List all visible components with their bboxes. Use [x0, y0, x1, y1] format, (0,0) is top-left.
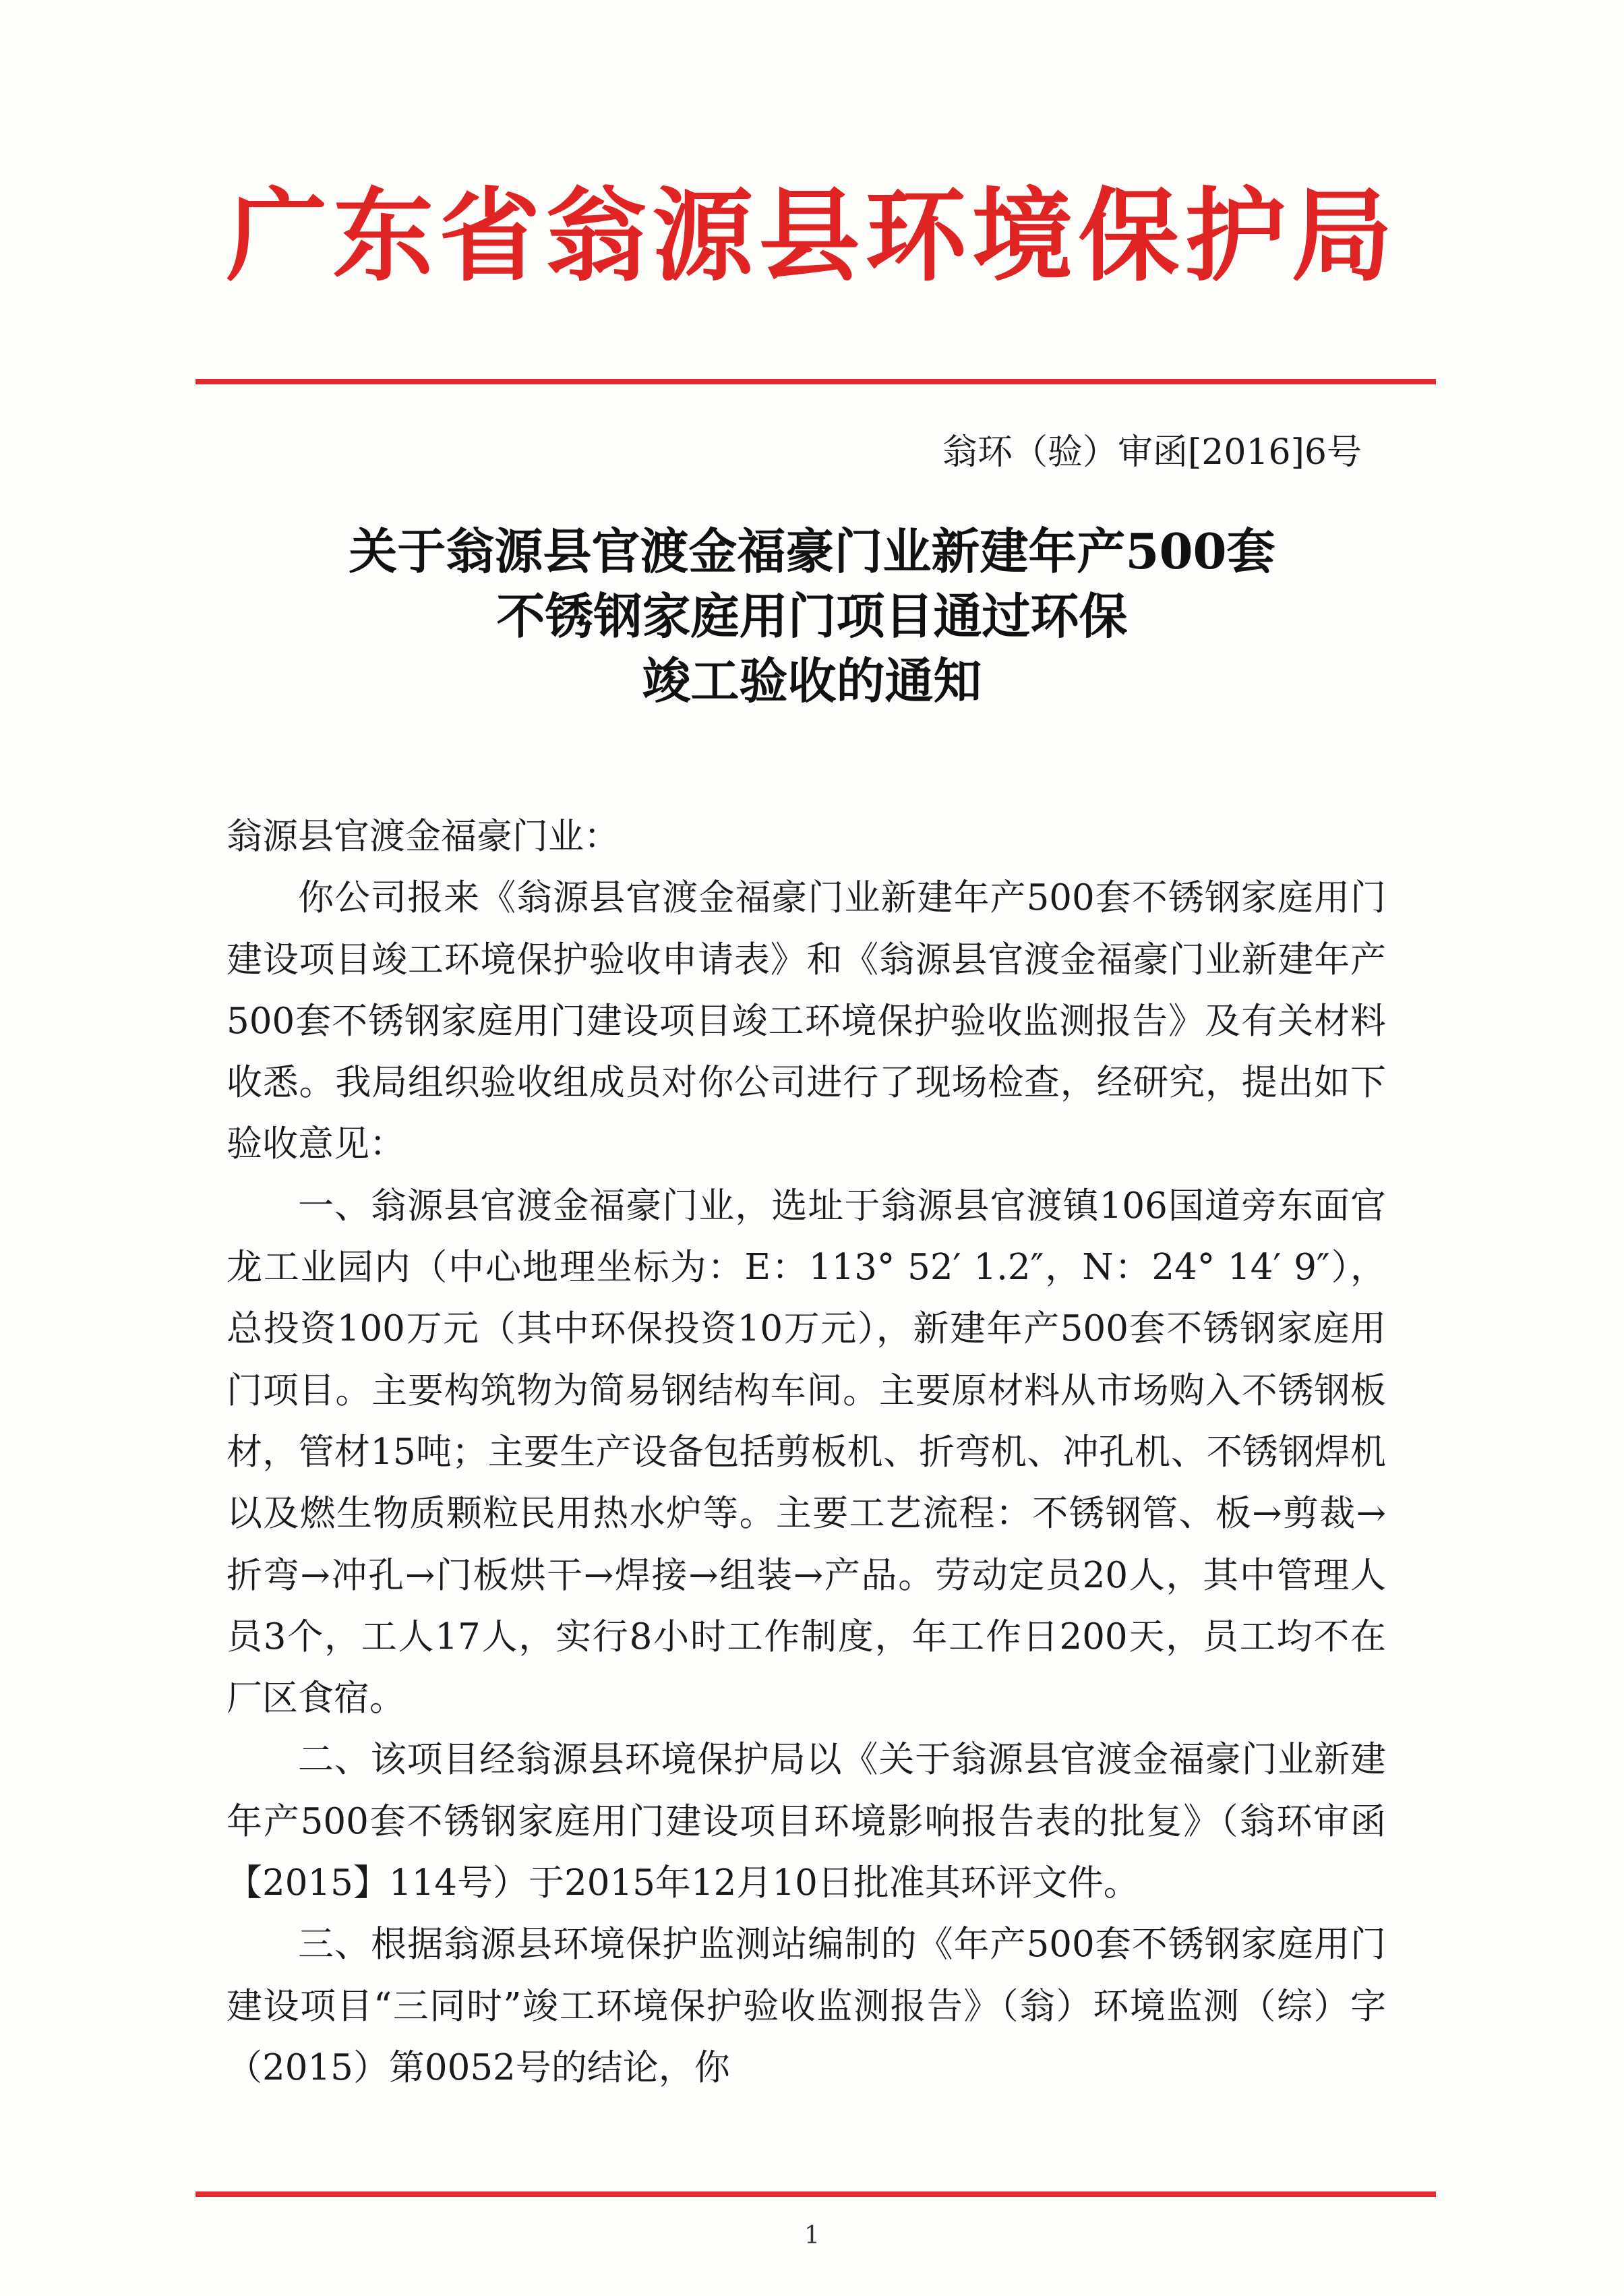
document-number: 翁环（验）审函[2016]6号 [942, 432, 1362, 473]
notice-title [101, 519, 1523, 713]
body-paragraph-2: 二、该项目经翁源县环境保护局以《关于翁源县官渡金福豪门业新建年产500套不锈钢家庭用门建设项目环境影响报告表的批复》（翁环审函【2015】114号）于2015年12月10日批准其环评文件。 [227, 1739, 1386, 1904]
letterhead-agency-name: 广东省翁源县环境保护局 [226, 177, 1398, 295]
body-paragraph-3: 三、根据翁源县环境保护监测站编制的《年产500套不锈钢家庭用门建设项目“三同时”竣工环境保护验收监测报告》（翁）环境监测（综）字（2015）第0052号的结论，你 [227, 1924, 1386, 2088]
notice-title-line-3: 竣工验收的通知 [642, 652, 982, 709]
body-paragraph-1: 一、翁源县官渡金福豪门业，选址于翁源县官渡镇106国道旁东面官龙工业园内（中心地理坐标为：E：113° 52′ 1.2″，N：24° 14′ 9″），总投资100万元（其中环保投资10万元），新建年产500套不锈钢家庭用门项目。主要构筑物为简易钢结构车间。主要原材料从市场购入不锈钢板材，管材15吨；主要生产设备包括剪板机、折弯机、冲孔机、不锈钢焊机以及燃生物质颗粒民用热水炉等。主要工艺流程：不锈钢管、板→剪裁→折弯→冲孔→门板烘干→焊接→组装→产品。劳动定员20人，其中管理人员3个，工人17人，实行8小时工作制度，年工作日200天，员工均不在厂区食宿。 [227, 1185, 1386, 1719]
notice-body [227, 806, 1386, 2098]
addressee: 翁源县官渡金福豪门业： [227, 816, 620, 857]
notice-title-line-2: 不锈钢家庭用门项目通过环保 [496, 587, 1128, 645]
footer-red-rule [196, 2191, 1436, 2197]
letterhead-red-rule [196, 379, 1436, 384]
body-paragraph-intro: 你公司报来《翁源县官渡金福豪门业新建年产500套不锈钢家庭用门建设项目竣工环境保护验收申请表》和《翁源县官渡金福豪门业新建年产500套不锈钢家庭用门建设项目竣工环境保护验收监测报告》及有关材料收悉。我局组织验收组成员对你公司进行了现场检查，经研究，提出如下验收意见： [227, 877, 1386, 1165]
notice-title-line-1: 关于翁源县官渡金福豪门业新建年产500套 [349, 523, 1275, 580]
page-number: 1 [804, 2222, 820, 2249]
